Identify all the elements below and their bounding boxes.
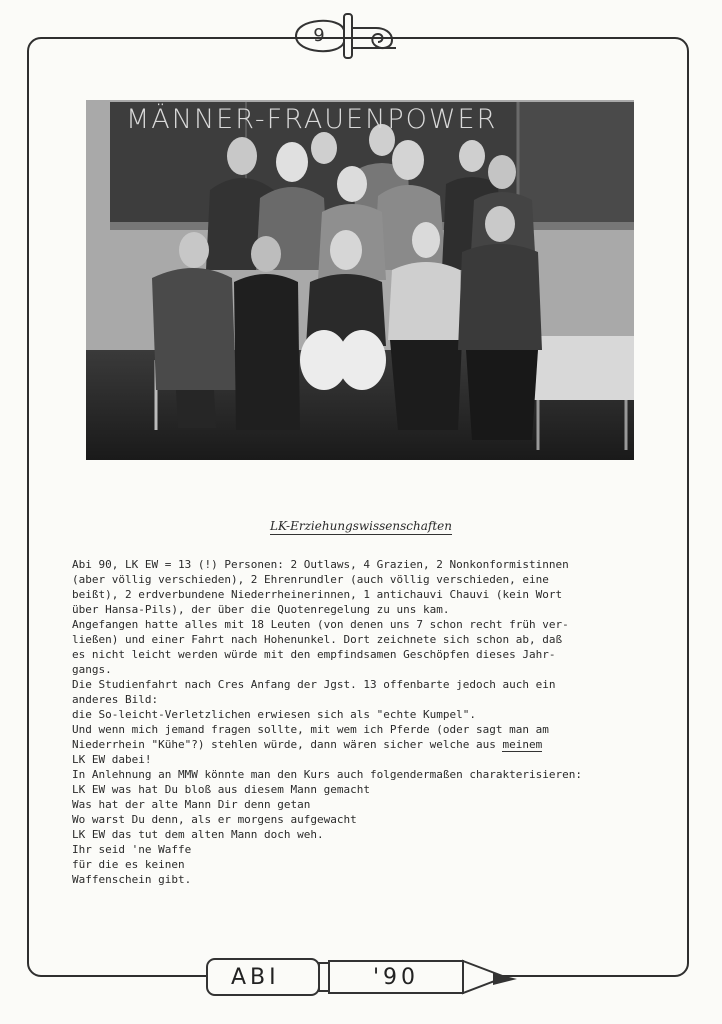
body-line-text: Niederrhein "Kühe"?) stehlen würde, dann wären sicher welche aus: [72, 738, 503, 751]
footer-right-text: '90: [373, 965, 420, 990]
body-line: (aber völlig verschieden), 2 Ehrenrundler (auch völlig verschieden, eine: [72, 573, 549, 586]
body-line: Die Studienfahrt nach Cres Anfang der Jgst. 13 offenbarte jedoch auch ein: [72, 678, 556, 691]
body-line: es nicht leicht werden würde mit den empfindsamen Geschöpfen dieses Jahr-: [72, 648, 556, 661]
body-line: ließen) und einer Fahrt nach Hohenunkel. Dort zeichnete sich schon ab, daß: [72, 633, 563, 646]
blackboard-writing: MÄNNER-FRAUENPOWER: [126, 104, 498, 135]
class-photo-image: [86, 100, 634, 460]
body-line: LK EW dabei!: [72, 753, 152, 766]
page-number: 9: [313, 24, 325, 46]
body-line: Abi 90, LK EW = 13 (!) Personen: 2 Outlaws, 4 Grazien, 2 Nonkonformistinnen: [72, 558, 569, 571]
footer-pencil-banner: [205, 955, 520, 1001]
body-line: beißt), 2 erdverbundene Niederrheinerinnen, 1 antichauvi Chauvi (kein Wort: [72, 588, 563, 601]
body-line: Und wenn mich jemand fragen sollte, mit wem ich Pferde (oder sagt man am: [72, 723, 549, 736]
body-line: LK EW was hat Du bloß aus diesem Mann gemacht: [72, 783, 371, 796]
underlined-word: meinem: [502, 738, 543, 751]
body-line: über Hansa-Pils), der über die Quotenregelung zu uns kam.: [72, 603, 450, 616]
article-body: [72, 557, 652, 887]
class-photo: [86, 100, 634, 460]
body-line: LK EW das tut dem alten Mann doch weh.: [72, 828, 324, 841]
body-line: Wo warst Du denn, als er morgens aufgewacht: [72, 813, 357, 826]
body-line: Was hat der alte Mann Dir denn getan: [72, 798, 311, 811]
body-line-with-underline: [72, 737, 652, 752]
article-heading: [0, 519, 722, 533]
body-line: für die es keinen: [72, 858, 185, 871]
body-line: gangs.: [72, 663, 112, 676]
body-line: die So-leicht-Verletzlichen erwiesen sich als "echte Kumpel".: [72, 708, 476, 721]
body-line: Angefangen hatte alles mit 18 Leuten (von denen uns 7 schon recht früh ver-: [72, 618, 569, 631]
body-line: Ihr seid 'ne Waffe: [72, 843, 192, 856]
body-line: anderes Bild:: [72, 693, 159, 706]
body-line: In Anlehnung an MMW könnte man den Kurs auch folgendermaßen charakterisieren:: [72, 768, 582, 781]
article-heading-text: LK-Erziehungswissenschaften: [269, 519, 452, 533]
footer-left-text: ABI: [231, 965, 280, 990]
body-line: Waffenschein gibt.: [72, 873, 192, 886]
